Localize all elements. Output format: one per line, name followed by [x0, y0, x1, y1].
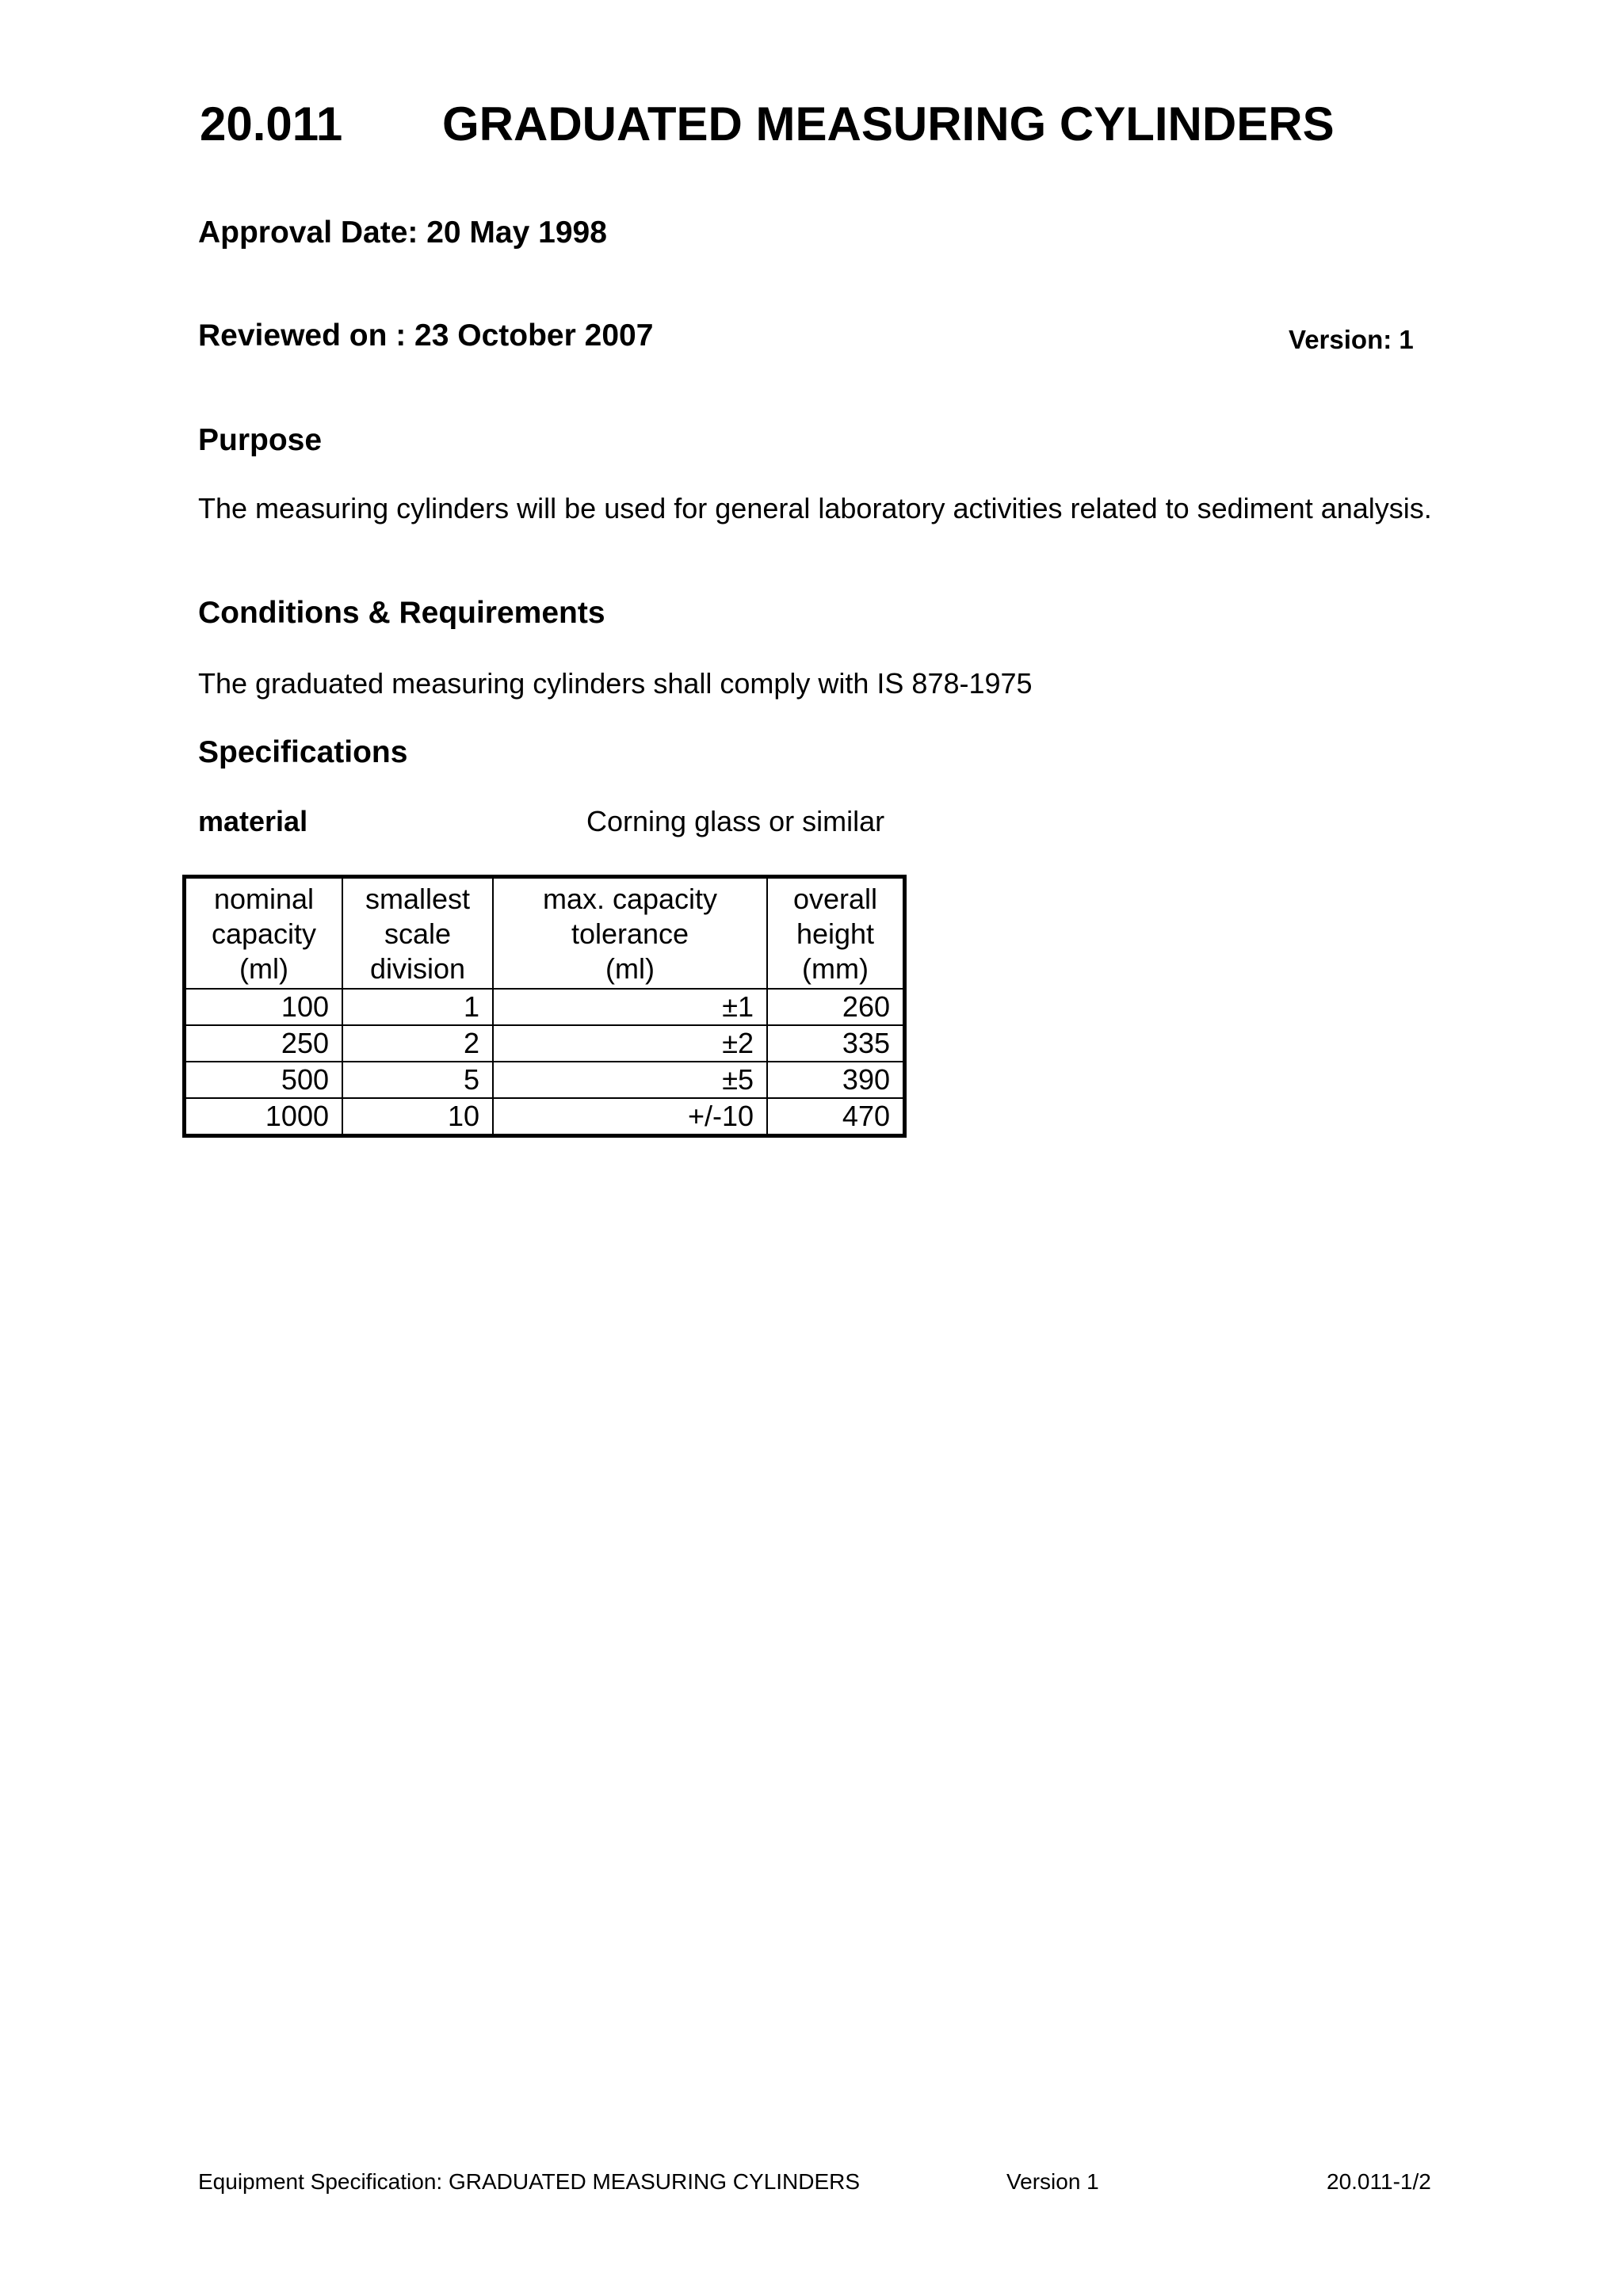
header-line: max. capacity [542, 883, 718, 915]
table-cell: 1 [342, 989, 493, 1025]
document-number: 20.011 [200, 97, 343, 151]
header-nominal-capacity [185, 877, 343, 990]
table-row [185, 989, 905, 1025]
table-cell: 5 [342, 1062, 493, 1098]
table-row [185, 1025, 905, 1062]
table-cell: +/-10 [493, 1098, 767, 1136]
conditions-heading: Conditions & Requirements [198, 596, 605, 630]
table-cell: ±2 [493, 1025, 767, 1062]
reviewed-date: Reviewed on : 23 October 2007 [198, 318, 654, 353]
header-line: height [796, 917, 875, 950]
specifications-heading: Specifications [198, 735, 408, 769]
table-cell: 100 [185, 989, 343, 1025]
table-cell: 1000 [185, 1098, 343, 1136]
footer-version: Version 1 [1006, 2169, 1099, 2194]
table-cell: 390 [767, 1062, 905, 1098]
table-cell: 500 [185, 1062, 343, 1098]
header-line: (mm) [802, 952, 869, 985]
table-row [185, 1098, 905, 1136]
version-label: Version: 1 [1289, 325, 1414, 354]
header-line: (ml) [239, 952, 288, 985]
header-line: tolerance [571, 917, 689, 950]
header-overall-height [767, 877, 905, 990]
table-cell: ±1 [493, 989, 767, 1025]
table-cell: 260 [767, 989, 905, 1025]
conditions-text: The graduated measuring cylinders shall comply with IS 878-1975 [198, 667, 1033, 700]
purpose-text: The measuring cylinders will be used for general laboratory activities related to sediment analysis. [198, 492, 1432, 524]
table-cell: ±5 [493, 1062, 767, 1098]
header-line: smallest [365, 883, 471, 915]
document-title: GRADUATED MEASURING CYLINDERS [442, 97, 1335, 151]
header-line: nominal [213, 883, 315, 915]
table-header-row [185, 877, 905, 990]
header-line: division [369, 952, 466, 985]
table-row [185, 1062, 905, 1098]
table-cell: 10 [342, 1098, 493, 1136]
material-label: material [198, 805, 308, 837]
specifications-table [182, 875, 907, 1138]
table-cell: 2 [342, 1025, 493, 1062]
purpose-heading: Purpose [198, 423, 323, 457]
table-cell: 250 [185, 1025, 343, 1062]
header-line: scale [384, 917, 452, 950]
header-line: overall [792, 883, 878, 915]
header-line: capacity [211, 917, 317, 950]
header-line: (ml) [605, 952, 655, 985]
table-cell: 335 [767, 1025, 905, 1062]
table-cell: 470 [767, 1098, 905, 1136]
footer-document-title: Equipment Specification: GRADUATED MEASURING CYLINDERS [198, 2169, 861, 2194]
header-max-capacity-tolerance [493, 877, 767, 990]
approval-date: Approval Date: 20 May 1998 [198, 215, 607, 250]
footer-page-number: 20.011-1/2 [1327, 2169, 1431, 2194]
header-smallest-scale-division [342, 877, 493, 990]
material-value: Corning glass or similar [586, 805, 885, 837]
